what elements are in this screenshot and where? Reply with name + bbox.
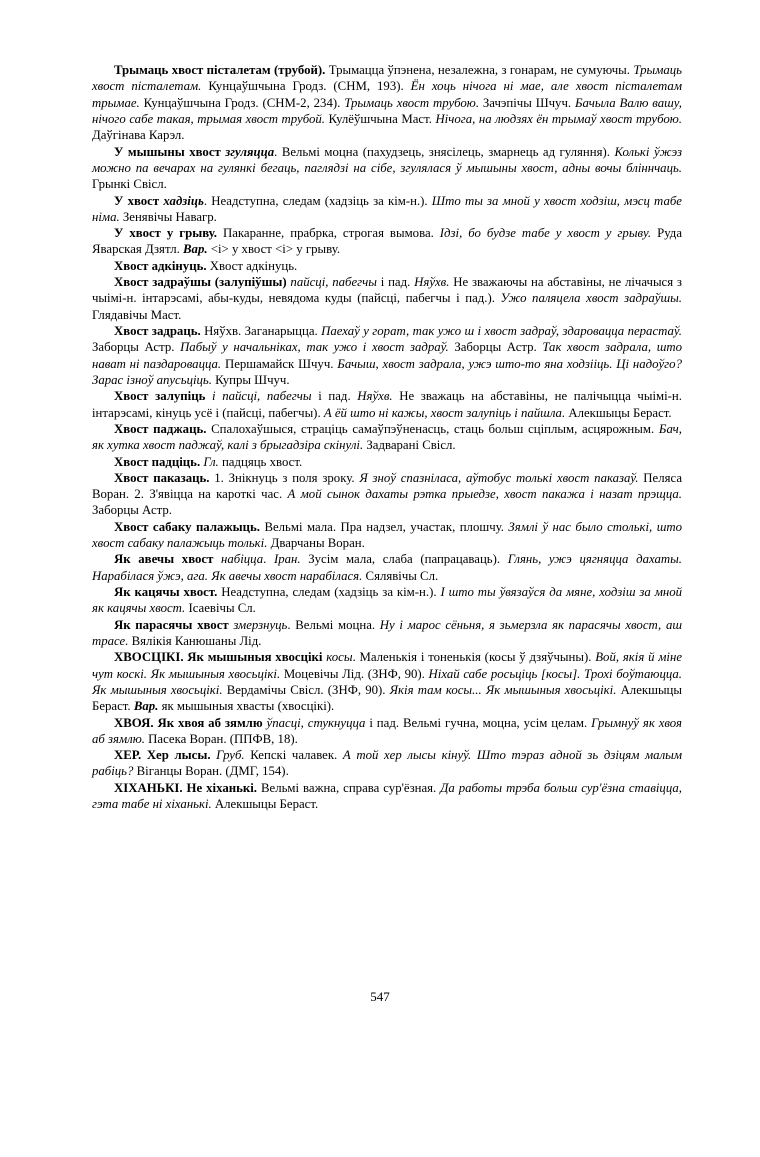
dictionary-entry: Хвост паказаць. 1. Знікнуць з поля зроку. Я зноў спазніласа, аўтобус толькі хвост паказаў. Пеляса Воран. 2. З'явіцца на кароткі час. А мой сынок дахаты рэтка прыедзе, хвост пакажа і назат прэщца. Заборцы Астр. [92, 470, 682, 518]
dictionary-entry: Хвост задраць. Няўхв. Заганарыцца. Паехаў у горат, так ужо ш і хвост задраў, здаровацца перастаў. Заборцы Астр. Пабыў у начальніках, так ужо і хвост задраў. Заборцы Астр. Так хвост задрала, што нават ні паздаровацца. Першамайск Шчуч. Бачыш, хвост задрала, ужэ што-то яна ходзііць. Ці надоўго? Зарас ізноў апусьціць. Купры Шчуч. [92, 324, 683, 387]
dictionary-entry: Як авечы хвост набіцца. Іран. Зусім мала, слаба (папрацаваць). Глянь, ужэ цягняцца дахаты. Нарабілася ўжэ, ага. Як авечы хвост нарабілася. Сялявічы Сл. [92, 552, 682, 583]
dictionary-entry: Трымаць хвост пісталетам (трубой). Трымацца ўпэнена, незалежна, з гонарам, не сумуючы. Трымаць хвост пісталетам. Кунцаўшчына Гродз. (СНМ, 193). Ён хоць нічога ні мае, але хвост пісталетам трымае. Кунцаўшчына Гродз. (СНМ-2, 234). Трымаць хвост трубою. Зачэпічы Шчуч. Бачыла Валю вашу, нічого сабе такая, трымая хвост трубой. Кулёўшчына Маст. Нічога, на людзях ён трымаў хвост трубою. Даўгінава Карэл. [92, 63, 683, 143]
dictionary-entry: ХЕР. Хер лысы. Груб. Кепскі чалавек. А той хер лысы кінуў. Што тэраз адной зь дзіцям малым рабіць? Віганцы Воран. (ДМГ, 154). [92, 748, 682, 779]
page-number: 547 [370, 989, 390, 1004]
dictionary-entry: Хвост задраўшы (залупіўшы) пайсці, пабегчы і пад. Няўхв. Не зважаючы на абставіны, не лічачыся з чыімі-н. інтарэсамі, абы-куды, невядома куды (пайсці, пабегчы і пад.). Ужо паляцела хвост задраўшы. Глядавічы Маст. [92, 275, 682, 322]
dictionary-entry: Як кацячы хвост. Неадступна, следам (хадзіць за кім-н.). І што ты ўвязаўся да мяне, ходзіш за мной як кацячы хвост. Ісаевічы Сл. [92, 585, 683, 616]
dictionary-entry: Хвост адкінуць. Хвост адкінуць. [114, 258, 298, 273]
dictionary-entry: Хвост сабаку палажыць. Вельмі мала. Пра надзел, участак, плошчу. Зямлі ў нас было столькі, што хвост сабаку палажыць толькі. Дварчаны Воран. [92, 519, 683, 551]
dictionary-entry: ХІХАНЬКІ. Не хіханькі. Вельмі важна, справа сур'ёзная. Да работы трэба больш сур'ёзна ставіцца, гэта табе ні хіханькі. Алекшыцы Бераст. [92, 780, 682, 812]
dictionary-entry: Хвост падціць. Гл. падцяць хвост. [114, 454, 303, 469]
dictionary-entry: Хвост залупіць і пайсці, пабегчы і пад. Няўхв. Не зважаць на абставіны, не палічыцца чыімі-н. інтарэсамі, кінуць усё і (пайсці, пабегчы). А ёй што ні кажы, хвост залупіць і пайшла. Алекшыцы Бераст. [92, 389, 682, 420]
dictionary-entry: У мышыны хвост згуляцца. Вельмі моцна (пахудзець, знясілець, змарнець ад гуляння). Колькі ўжэз можно па вечарах на гулянкі бегаць, паглядзі на сібе, згулялася ў мышыны хвост, адны вочы бліннчаць. Грынкі Свісл. [92, 144, 682, 192]
dictionary-entry: Як парасячы хвост змерзнуць. Вельмі моцна. Ну і марос сёньня, я зьмерзла як парасячы хвост, аш трасе. Вялікія Канюшаны Лід. [92, 617, 683, 648]
dictionary-entries [92, 62, 682, 812]
dictionary-entry: Хвост паджаць. Спалохаўшыся, страціць самаўпэўненасць, стаць больш сціплым, асцярожным. Бач, як хутка хвост паджаў, калі з брыгадзіра скінулі. Задварані Свісл. [92, 421, 682, 453]
dictionary-entry: ХВОЯ. Як хвоя аб зямлю ўпасці, стукнуцца і пад. Вельмі гучна, моцна, усім целам. Грымнуў як хвоя аб зямлю. Пасека Воран. (ППФВ, 18). [92, 715, 682, 746]
dictionary-entry: У хвост у грыву. Пакаранне, прабрка, строгая вымова. Ідзі, бо будзе табе у хвост у грыву. Руда Яварская Дзятл. Вар. <і> у хвост <і> у грыву. [92, 226, 682, 257]
dictionary-entry: ХВОСЦІКІ. Як мышыныя хвосцікі косы. Маленькія і тоненькія (косы ў дзяўчыны). Вой, якія й міне чут коскі. Як мышыныя хвосьцікі. Моцевічы Лід. (ЗНФ, 90). Ніхай сабе росьціць [косы]. Трохі боўтаюцца. Як мышыныя хвосьцікі. Вердамічы Свісл. (ЗНФ, 90). Якія там косы... Як мышыныя хвосьцікі. Алекшыцы Бераст. Вар. як мышыныя хвасты (хвосцікі). [92, 650, 683, 714]
dictionary-entry: У хвост хадзіць. Неадступна, следам (хадзіць за кім-н.). Што ты за мной у хвост ходзіш, мэсц табе німа. Зенявічы Навагр. [92, 193, 682, 224]
